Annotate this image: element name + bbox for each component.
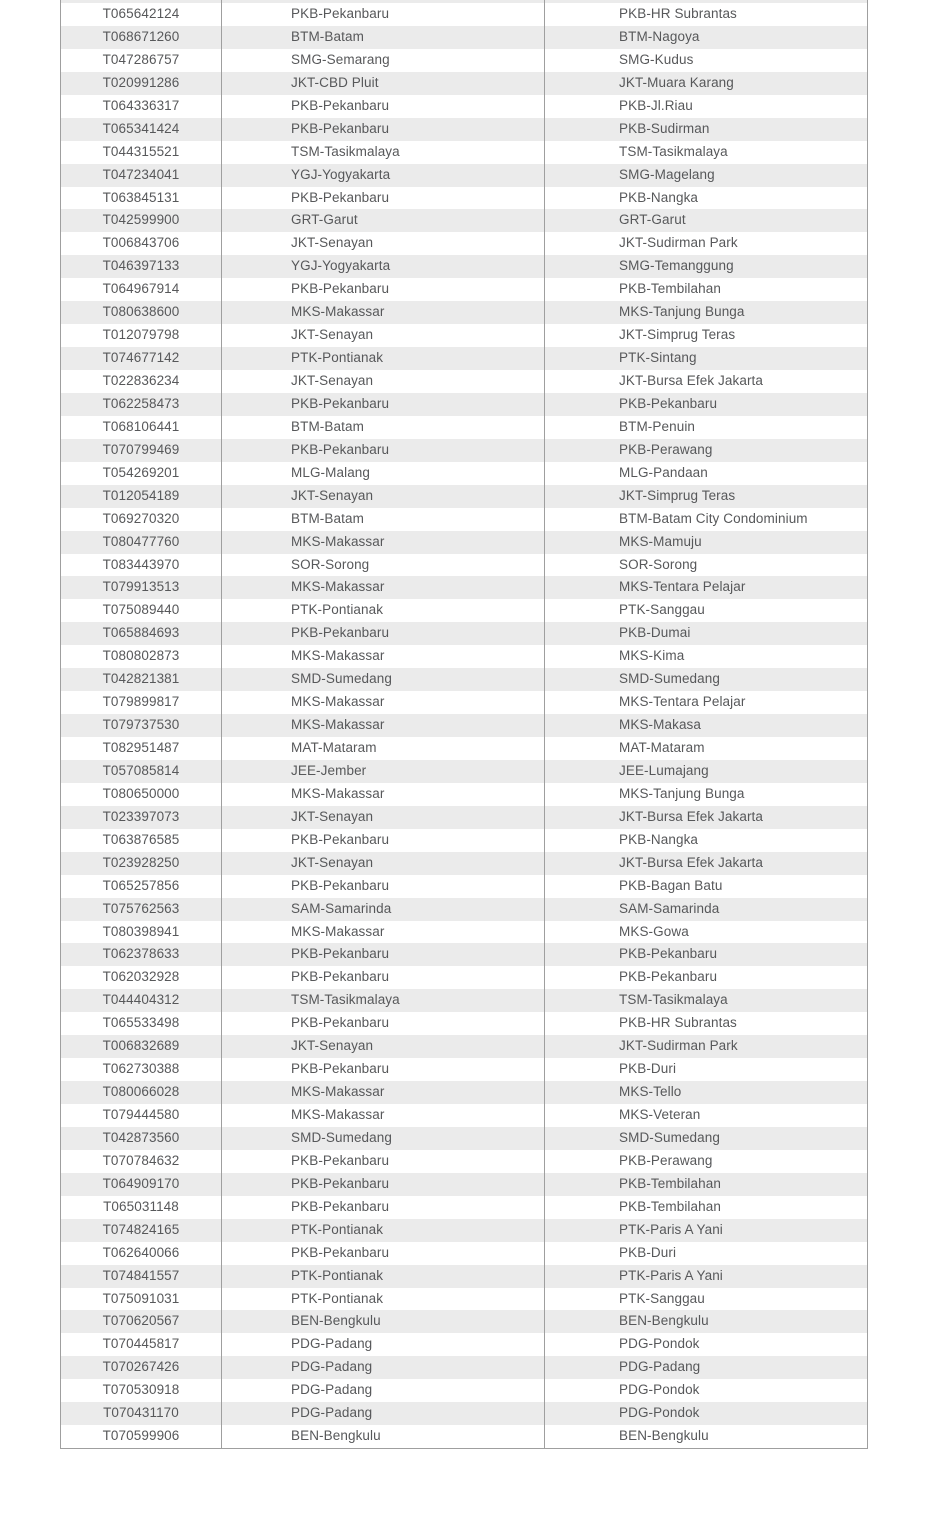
cell-id: T074677142 xyxy=(102,350,180,366)
cell-location: MKS-Tanjung Bunga xyxy=(619,785,745,801)
cell-id: T054269201 xyxy=(102,464,180,480)
cell-branch: PKB-Pekanbaru xyxy=(291,1015,390,1031)
table-row[interactable] xyxy=(61,1127,867,1150)
cell-location: SOR-Sorong xyxy=(619,556,698,572)
cell-id: T022836234 xyxy=(102,373,180,388)
cell-id: T074824165 xyxy=(102,1221,180,1237)
cell-branch: PTK-Pontianak xyxy=(291,602,384,618)
table-row[interactable] xyxy=(61,26,867,49)
table-row[interactable] xyxy=(61,898,867,921)
cell-id: T057085814 xyxy=(102,762,180,778)
table-row[interactable] xyxy=(61,1333,867,1356)
cell-branch: MKS-Makassar xyxy=(291,1107,385,1122)
cell-location: JEE-Lumajang xyxy=(619,762,709,778)
cell-branch: PKB-Pekanbaru xyxy=(291,831,390,847)
cell-location: GRT-Garut xyxy=(619,212,686,228)
table-row[interactable] xyxy=(61,187,867,210)
cell-branch: JKT-CBD Pluit xyxy=(291,74,379,90)
cell-location: MLG-Pandaan xyxy=(619,464,708,480)
cell-id: T063876585 xyxy=(102,831,180,847)
cell-id: T006843706 xyxy=(102,235,180,251)
table-row[interactable] xyxy=(61,1196,867,1219)
cell-id: T023928250 xyxy=(102,854,180,870)
column-divider-1 xyxy=(221,0,222,1448)
cell-branch: MKS-Makassar xyxy=(291,785,385,801)
cell-id: T062378633 xyxy=(102,946,180,962)
cell-branch: TSM-Tasikmalaya xyxy=(291,992,400,1008)
cell-id: T080802873 xyxy=(102,648,180,664)
cell-branch: JKT-Senayan xyxy=(291,487,374,503)
cell-location: BTM-Batam City Condominium xyxy=(619,510,808,526)
cell-id: T070445817 xyxy=(102,1336,180,1352)
table-row[interactable] xyxy=(61,301,867,324)
table-row[interactable] xyxy=(61,1058,867,1081)
table-row[interactable] xyxy=(61,852,867,875)
cell-id: T070784632 xyxy=(102,1152,180,1168)
cell-branch: JEE-Jember xyxy=(291,762,367,778)
cell-location: PKB-Pekanbaru xyxy=(619,395,718,411)
table-row[interactable] xyxy=(61,943,867,966)
cell-location: PKB-Dumai xyxy=(619,625,691,641)
cell-location: TSM-Tasikmalaya xyxy=(619,143,728,159)
cell-id: T062032928 xyxy=(102,969,180,985)
cell-location: PKB-Nangka xyxy=(619,831,699,847)
cell-id: T070530918 xyxy=(102,1382,180,1398)
cell-branch: PKB-Pekanbaru xyxy=(291,1198,390,1214)
table-row[interactable] xyxy=(61,209,867,232)
cell-branch: MKS-Makassar xyxy=(291,923,385,939)
cell-id: T075091031 xyxy=(102,1290,180,1306)
cell-branch: BTM-Batam xyxy=(291,418,364,434)
table-row[interactable] xyxy=(61,462,867,485)
cell-branch: PTK-Pontianak xyxy=(291,1267,384,1283)
table-row[interactable] xyxy=(61,232,867,255)
table-row[interactable] xyxy=(61,1173,867,1196)
table-row[interactable] xyxy=(61,393,867,416)
table-row[interactable] xyxy=(61,141,867,164)
cell-location: SMD-Sumedang xyxy=(619,1129,720,1145)
cell-id: T068106441 xyxy=(102,418,180,434)
cell-location: PKB-Pekanbaru xyxy=(619,969,718,985)
cell-location: PDG-Pondok xyxy=(619,1405,700,1421)
cell-location: MAT-Mataram xyxy=(619,740,705,755)
cell-location: PKB-Tembilahan xyxy=(619,1175,721,1191)
cell-id: T006832689 xyxy=(102,1038,180,1054)
table-row[interactable] xyxy=(61,49,867,72)
cell-id: T065533498 xyxy=(102,1015,180,1031)
cell-branch: YGJ-Yogyakarta xyxy=(291,166,391,182)
cell-location: PKB-Perawang xyxy=(619,1152,713,1168)
cell-location: SMG-Magelang xyxy=(619,166,715,182)
cell-location: JKT-Simprug Teras xyxy=(619,487,736,503)
cell-location: SAM-Samarinda xyxy=(619,900,720,916)
table-row[interactable] xyxy=(61,508,867,531)
cell-branch: JKT-Senayan xyxy=(291,373,374,388)
cell-location: SMG-Temanggung xyxy=(619,258,734,274)
cell-location: SMD-Sumedang xyxy=(619,671,720,687)
table-row[interactable] xyxy=(61,1310,867,1333)
cell-branch: PKB-Pekanbaru xyxy=(291,6,390,21)
cell-branch: PKB-Pekanbaru xyxy=(291,1244,390,1260)
table-row[interactable] xyxy=(61,416,867,439)
cell-location: PKB-Bagan Batu xyxy=(619,877,723,893)
cell-location: PTK-Paris A Yani xyxy=(619,1267,723,1283)
cell-location: PKB-Duri xyxy=(619,1244,677,1260)
cell-branch: SOR-Sorong xyxy=(291,556,370,572)
cell-branch: PKB-Pekanbaru xyxy=(291,189,390,205)
table-row[interactable] xyxy=(61,255,867,278)
cell-branch: MKS-Makassar xyxy=(291,694,385,710)
cell-branch: PKB-Pekanbaru xyxy=(291,625,390,641)
cell-branch: JKT-Senayan xyxy=(291,327,374,343)
cell-branch: BTM-Batam xyxy=(291,510,364,526)
cell-id: T023397073 xyxy=(102,808,180,824)
cell-location: MKS-Tello xyxy=(619,1084,682,1100)
cell-branch: PKB-Pekanbaru xyxy=(291,1061,390,1077)
cell-location: PDG-Padang xyxy=(619,1359,701,1375)
table-row[interactable] xyxy=(61,989,867,1012)
cell-branch: PKB-Pekanbaru xyxy=(291,281,390,297)
cell-id: T083443970 xyxy=(102,556,180,572)
cell-location: PKB-Nangka xyxy=(619,189,699,205)
cell-id: T065257856 xyxy=(102,877,180,893)
table-row[interactable] xyxy=(61,3,867,26)
cell-location: TSM-Tasikmalaya xyxy=(619,992,728,1008)
table-row[interactable] xyxy=(61,531,867,554)
cell-branch: PKB-Pekanbaru xyxy=(291,120,390,136)
cell-location: PKB-Tembilahan xyxy=(619,1198,721,1214)
table-row[interactable] xyxy=(61,95,867,118)
cell-location: BEN-Bengkulu xyxy=(619,1428,709,1444)
cell-id: T063845131 xyxy=(102,189,180,205)
table-row[interactable] xyxy=(61,118,867,141)
cell-location: PKB-Duri xyxy=(619,1061,677,1077)
cell-branch: PDG-Padang xyxy=(291,1359,373,1375)
table-row[interactable] xyxy=(61,1379,867,1402)
terminals-table xyxy=(60,0,868,1449)
cell-location: JKT-Muara Karang xyxy=(619,74,734,90)
cell-branch: SMD-Sumedang xyxy=(291,1129,392,1145)
cell-location: BEN-Bengkulu xyxy=(619,1313,709,1329)
cell-id: T065642124 xyxy=(102,6,180,21)
cell-id: T070431170 xyxy=(103,1405,179,1421)
cell-location: PKB-HR Subrantas xyxy=(619,1015,737,1031)
cell-location: BTM-Penuin xyxy=(619,418,696,434)
cell-branch: PKB-Pekanbaru xyxy=(291,946,390,962)
cell-id: T047234041 xyxy=(102,166,180,182)
table-row[interactable] xyxy=(61,875,867,898)
cell-id: T046397133 xyxy=(102,258,180,274)
cell-location: PKB-Pekanbaru xyxy=(619,946,718,962)
table-row[interactable] xyxy=(61,1356,867,1379)
cell-id: T080477760 xyxy=(102,533,180,549)
cell-location: JKT-Sudirman Park xyxy=(619,1038,738,1054)
cell-location: MKS-Tentara Pelajar xyxy=(619,579,746,595)
cell-location: JKT-Bursa Efek Jakarta xyxy=(619,373,764,388)
cell-location: MKS-Kima xyxy=(619,648,685,664)
cell-branch: MKS-Makassar xyxy=(291,648,385,664)
cell-location: PKB-Sudirman xyxy=(619,120,710,136)
cell-location: JKT-Simprug Teras xyxy=(619,327,736,343)
cell-id: T044315521 xyxy=(102,143,180,159)
cell-branch: MKS-Makassar xyxy=(291,717,385,733)
cell-branch: PKB-Pekanbaru xyxy=(291,1152,390,1168)
cell-branch: SMD-Sumedang xyxy=(291,671,392,687)
cell-branch: BEN-Bengkulu xyxy=(291,1428,381,1444)
cell-branch: BEN-Bengkulu xyxy=(291,1313,381,1329)
cell-id: T064336317 xyxy=(102,97,180,113)
cell-id: T065341424 xyxy=(102,120,180,136)
cell-branch: PDG-Padang xyxy=(291,1336,373,1352)
cell-branch: JKT-Senayan xyxy=(291,1038,374,1054)
cell-branch: SAM-Samarinda xyxy=(291,900,392,916)
cell-location: JKT-Bursa Efek Jakarta xyxy=(619,808,764,824)
table-row[interactable] xyxy=(61,714,867,737)
cell-id: T082951487 xyxy=(102,740,180,755)
cell-id: T062640066 xyxy=(102,1244,180,1260)
table-row[interactable] xyxy=(61,72,867,95)
cell-branch: PTK-Pontianak xyxy=(291,1290,384,1306)
cell-location: JKT-Bursa Efek Jakarta xyxy=(619,854,764,870)
table-row[interactable] xyxy=(61,737,867,760)
cell-id: T075762563 xyxy=(102,900,180,916)
cell-id: T070799469 xyxy=(102,441,180,457)
table-row[interactable] xyxy=(61,278,867,301)
cell-branch: PKB-Pekanbaru xyxy=(291,395,390,411)
table-row[interactable] xyxy=(61,485,867,508)
cell-id: T070620567 xyxy=(102,1313,180,1329)
cell-id: T069270320 xyxy=(102,510,180,526)
cell-branch: PKB-Pekanbaru xyxy=(291,441,390,457)
table-row[interactable] xyxy=(61,966,867,989)
cell-branch: JKT-Senayan xyxy=(291,854,374,870)
cell-branch: MKS-Makassar xyxy=(291,304,385,320)
cell-branch: BTM-Batam xyxy=(291,28,364,44)
cell-id: T044404312 xyxy=(102,992,180,1008)
table-row[interactable] xyxy=(61,1081,867,1104)
cell-location: MKS-Tentara Pelajar xyxy=(619,694,746,710)
table-row[interactable] xyxy=(61,1150,867,1173)
cell-branch: SMG-Semarang xyxy=(291,51,390,67)
cell-id: T070267426 xyxy=(102,1359,180,1375)
cell-id: T074841557 xyxy=(102,1267,180,1283)
cell-branch: MKS-Makassar xyxy=(291,1084,385,1100)
table-row[interactable] xyxy=(61,370,867,393)
cell-location: PKB-HR Subrantas xyxy=(619,6,737,21)
cell-location: PDG-Pondok xyxy=(619,1336,700,1352)
cell-branch: PDG-Padang xyxy=(291,1405,373,1421)
cell-id: T080650000 xyxy=(102,785,180,801)
cell-branch: PKB-Pekanbaru xyxy=(291,97,390,113)
cell-branch: YGJ-Yogyakarta xyxy=(291,258,391,274)
cell-branch: PTK-Pontianak xyxy=(291,350,384,366)
cell-id: T079913513 xyxy=(102,579,180,595)
cell-branch: MKS-Makassar xyxy=(291,533,385,549)
cell-location: MKS-Gowa xyxy=(619,923,689,939)
cell-location: PTK-Sanggau xyxy=(619,1290,705,1306)
cell-id: T079737530 xyxy=(102,717,180,733)
cell-branch: GRT-Garut xyxy=(291,212,358,228)
cell-id: T068671260 xyxy=(102,28,180,44)
table-row[interactable] xyxy=(61,1012,867,1035)
cell-id: T079899817 xyxy=(102,694,180,710)
cell-branch: PKB-Pekanbaru xyxy=(291,877,390,893)
table-row[interactable] xyxy=(61,1425,867,1448)
cell-location: MKS-Makasa xyxy=(619,717,702,733)
cell-location: PTK-Sanggau xyxy=(619,602,705,618)
cell-location: MKS-Mamuju xyxy=(619,533,702,549)
table-body xyxy=(61,3,867,1448)
cell-location: PKB-Jl.Riau xyxy=(619,97,693,113)
table-row[interactable] xyxy=(61,668,867,691)
cell-id: T012054189 xyxy=(102,487,180,503)
cell-location: BTM-Nagoya xyxy=(619,28,700,44)
table-row[interactable] xyxy=(61,554,867,577)
cell-id: T064909170 xyxy=(102,1175,180,1191)
cell-location: MKS-Veteran xyxy=(619,1107,701,1122)
table-row[interactable] xyxy=(61,324,867,347)
table-row[interactable] xyxy=(61,576,867,599)
column-divider-2 xyxy=(544,0,545,1448)
table-row[interactable] xyxy=(61,1402,867,1425)
cell-id: T047286757 xyxy=(102,51,180,67)
table-row[interactable] xyxy=(61,439,867,462)
table-row[interactable] xyxy=(61,1219,867,1242)
table-row[interactable] xyxy=(61,1035,867,1058)
table-row[interactable] xyxy=(61,1288,867,1311)
table-row[interactable] xyxy=(61,347,867,370)
cell-id: T064967914 xyxy=(102,281,180,297)
table-row[interactable] xyxy=(61,806,867,829)
cell-branch: MAT-Mataram xyxy=(291,740,377,755)
table-row[interactable] xyxy=(61,1104,867,1127)
table-row[interactable] xyxy=(61,164,867,187)
cell-branch: PDG-Padang xyxy=(291,1382,373,1398)
cell-id: T042599900 xyxy=(102,212,180,228)
cell-location: PTK-Sintang xyxy=(619,350,697,366)
table-row[interactable] xyxy=(61,1265,867,1288)
cell-location: PTK-Paris A Yani xyxy=(619,1221,723,1237)
cell-id: T065031148 xyxy=(103,1198,179,1214)
cell-id: T062258473 xyxy=(102,395,180,411)
cell-location: SMG-Kudus xyxy=(619,51,694,67)
cell-branch: JKT-Senayan xyxy=(291,235,374,251)
cell-location: PKB-Tembilahan xyxy=(619,281,721,297)
table-row[interactable] xyxy=(61,783,867,806)
cell-branch: PKB-Pekanbaru xyxy=(291,969,390,985)
cell-id: T070599906 xyxy=(102,1428,180,1444)
table-row[interactable] xyxy=(61,760,867,783)
cell-id: T020991286 xyxy=(102,74,180,90)
cell-id: T065884693 xyxy=(102,625,180,641)
table-row[interactable] xyxy=(61,622,867,645)
cell-location: PKB-Perawang xyxy=(619,441,713,457)
cell-branch: TSM-Tasikmalaya xyxy=(291,143,400,159)
cell-branch: MKS-Makassar xyxy=(291,579,385,595)
cell-branch: MLG-Malang xyxy=(291,464,371,480)
table-row[interactable] xyxy=(61,921,867,944)
cell-id: T012079798 xyxy=(102,327,180,343)
table-row[interactable] xyxy=(61,599,867,622)
cell-id: T079444580 xyxy=(102,1107,180,1122)
table-row[interactable] xyxy=(61,829,867,852)
table-row[interactable] xyxy=(61,691,867,714)
table-row[interactable] xyxy=(61,1242,867,1265)
cell-id: T062730388 xyxy=(102,1061,180,1077)
cell-id: T042821381 xyxy=(102,671,180,687)
cell-branch: JKT-Senayan xyxy=(291,808,374,824)
cell-branch: PKB-Pekanbaru xyxy=(291,1175,390,1191)
cell-location: MKS-Tanjung Bunga xyxy=(619,304,745,320)
cell-id: T042873560 xyxy=(102,1129,180,1145)
cell-location: JKT-Sudirman Park xyxy=(619,235,738,251)
cell-id: T080066028 xyxy=(102,1084,180,1100)
cell-branch: PTK-Pontianak xyxy=(291,1221,384,1237)
table-row[interactable] xyxy=(61,645,867,668)
cell-id: T080638600 xyxy=(102,304,180,320)
cell-id: T075089440 xyxy=(102,602,180,618)
cell-location: PDG-Pondok xyxy=(619,1382,700,1398)
cell-id: T080398941 xyxy=(102,923,180,939)
